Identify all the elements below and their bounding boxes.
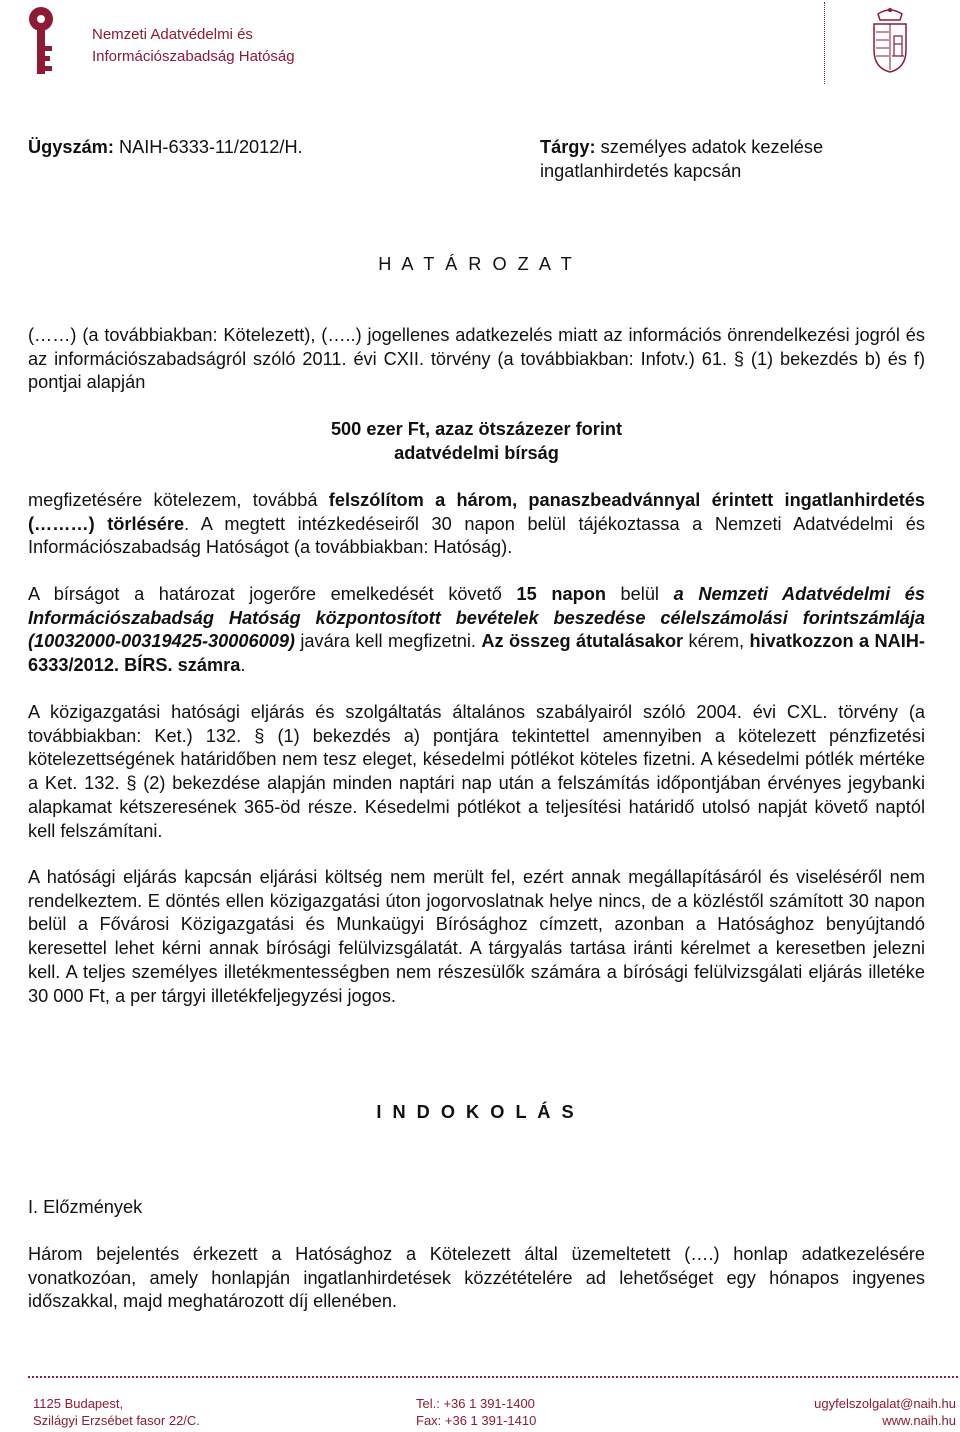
footer-contact <box>760 1395 956 1429</box>
decision-title: H A T Á R O Z A T <box>378 254 575 274</box>
coat-of-arms-icon <box>870 6 910 74</box>
paragraph-background: Három bejelentés érkezett a Hatósághoz a Kötelezett által üzemeltetett (….) honlap adatkezelésére vonatkozóan, amely honlapján ingatlanhirdetések közzétételére ad lehetőséget egy hónapos ingyenes időszakkal, majd meghatározott díj ellenében. <box>28 1244 925 1312</box>
footer-address: 1125 Budapest, Szilágyi Erzsébet fasor 22/C. <box>33 1396 200 1428</box>
case-number: Ügyszám: NAIH-6333-11/2012/H. <box>28 137 303 157</box>
authority-name: Nemzeti Adatvédelmi és Információszabadság Hatóság <box>92 26 295 65</box>
footer-website[interactable]: www.naih.hu <box>882 1413 956 1428</box>
subject: Tárgy: személyes adatok kezelése ingatlanhirdetés kapcsán <box>540 137 824 181</box>
fine-amount: 500 ezer Ft, azaz ötszázezer forint adatvédelmi bírság <box>330 419 623 463</box>
header-divider <box>824 2 825 84</box>
footer-phone: Tel.: +36 1 391-1400 Fax: +36 1 391-1410 <box>416 1396 537 1428</box>
paragraph-payment: A bírságot a határozat jogerőre emelkedését követő 15 napon belül a Nemzeti Adatvédelmi és Információszabadság Hatóság központosított bevételek beszedése célelszámolási forintszámlája (10032000-00319425-30006009) javára kell megfizetni. Az összeg átutalásakor kérem, hivatkozzon a NAIH-6333/2012. BÍRS. számra. <box>28 584 925 676</box>
paragraph-late-fee: A közigazgatási hatósági eljárás és szolgáltatás általános szabályairól szóló 2004. évi CXL. törvény (a továbbiakban: Ket.) 132. § (1) bekezdés a) pontjára tekintettel amennyiben a kötelezett pénzfizetési kötelezettségének határidőben nem tesz eleget, késedelmi pótlékot köteles fizetni. A késedelmi pótlék mértéke a Ket. 132. § (2) bekezdése alapján minden naptári nap után a felszámítás időpontjában érvényes jegybanki alapkamat kétszeresének 365-öd része. Késedelmi pótlékot a teljesítési határidő utolsó napját követő naptól kell felszámítani. <box>28 702 925 841</box>
footer-divider <box>28 1376 958 1378</box>
footer-email[interactable]: ugyfelszolgalat@naih.hu <box>814 1396 956 1411</box>
reasoning-title: I N D O K O L Á S <box>376 1102 577 1122</box>
paragraph-remedy: A hatósági eljárás kapcsán eljárási költség nem merült fel, ezért annak megállapításáról és viseléséről nem rendelkeztem. E döntés ellen közigazgatási úton jogorvoslatnak helye nincs, de a közléstől számított 30 napon belül a Fővárosi Közigazgatási és Munkaügyi Bírósághoz címzett, azonban a Hatósághoz benyújtandó keresettel lehet kérni annak bírósági felülvizsgálatát. A tárgyalás tartása iránti kérelmet a keresetben jelezni kell. A teljes személyes illetékmentességben nem részesülők számára a bírósági felülvizsgálati eljárás illetéke 30 000 Ft, a per tárgyi illetékfeljegyzési jogos. <box>28 867 925 1006</box>
section-title: I. Előzmények <box>28 1197 143 1217</box>
paragraph-intro: (……) (a továbbiakban: Kötelezett), (…..) jogellenes adatkezelés miatt az információs önrendelkezési jogról és az információszabadságról szóló 2011. évi CXII. törvény (a továbbiakban: Infotv.) 61. § (1) bekezdés b) és f) pontjai alapján <box>28 325 925 393</box>
paragraph-obligation: megfizetésére kötelezem, továbbá felszólítom a három, panaszbeadvánnyal érintett ingatlanhirdetés (………) törlésére. A megtett intézkedéseiről 30 napon belül tájékoztassa a Nemzeti Adatvédelmi és Információszabadság Hatóságot (a továbbiakban: Hatóság). <box>28 490 925 558</box>
letterhead <box>0 0 960 90</box>
key-logo-icon <box>26 6 56 76</box>
